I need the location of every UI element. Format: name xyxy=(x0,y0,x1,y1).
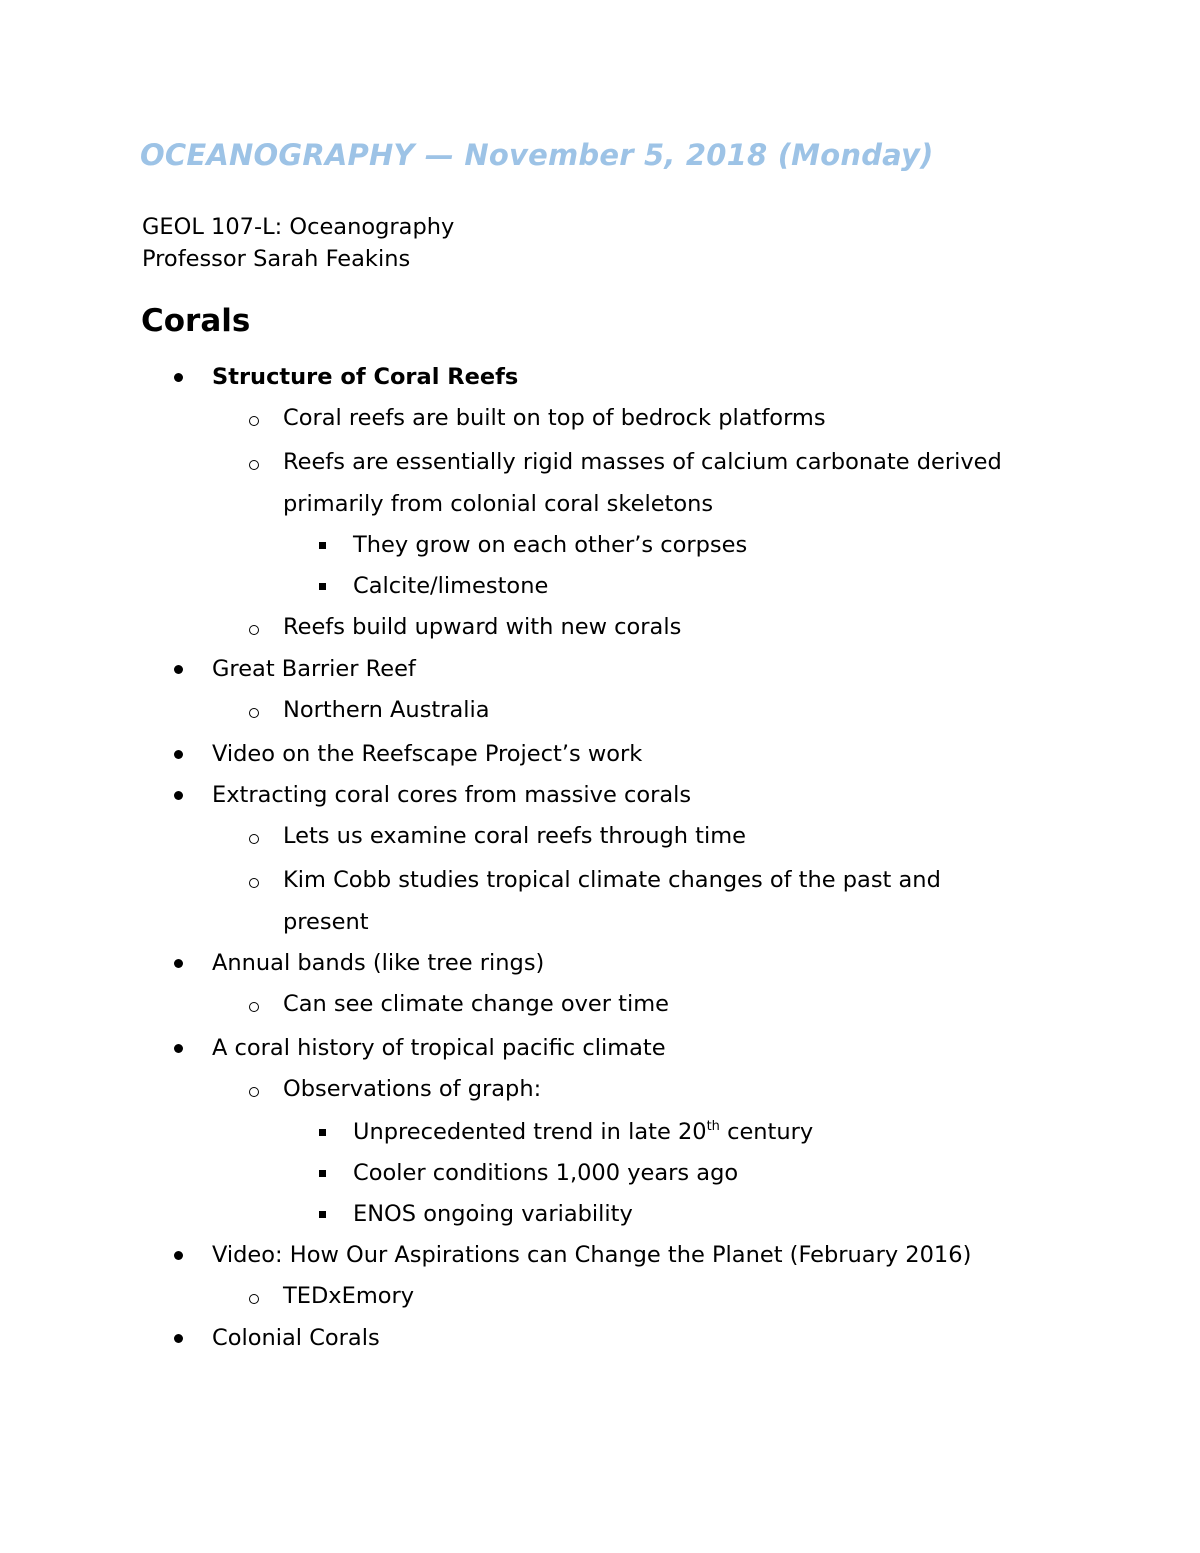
list-item xyxy=(212,1234,971,1276)
list-item-text: Video on the Reefscape Project’s work xyxy=(212,741,643,767)
bullet-square xyxy=(319,1129,326,1136)
list-item xyxy=(212,1317,380,1359)
list-item-text: Reefs build upward with new corals xyxy=(283,614,682,640)
list-item xyxy=(353,565,548,607)
bullet-disc xyxy=(174,791,183,800)
page-title: OCEANOGRAPHY — November 5, 2018 (Monday) xyxy=(140,138,934,172)
list-item-text: Kim Cobb studies tropical climate changes of the past and xyxy=(283,867,941,893)
bullet-circle xyxy=(249,878,259,888)
list-item-text: Calcite/limestone xyxy=(353,573,549,599)
list-item xyxy=(283,815,746,857)
list-item-text: They grow on each other’s corpses xyxy=(353,532,748,558)
list-item xyxy=(212,942,544,984)
list-item xyxy=(283,1275,414,1317)
list-item-continuation xyxy=(283,901,369,943)
list-item xyxy=(212,648,416,690)
list-item xyxy=(283,606,681,648)
list-item-text: Reefs are essentially rigid masses of calcium carbonate derived xyxy=(283,449,1002,475)
bullet-circle xyxy=(249,1294,259,1304)
list-item xyxy=(353,1152,738,1194)
list-item-text: Northern Australia xyxy=(283,697,490,723)
bullet-circle xyxy=(249,416,259,426)
bullet-square xyxy=(319,583,326,590)
bullet-circle xyxy=(249,1087,259,1097)
list-item-text: Can see climate change over time xyxy=(283,991,669,1017)
list-item-continuation xyxy=(283,483,713,525)
bullet-circle xyxy=(249,708,259,718)
list-item-text: Observations of graph: xyxy=(283,1076,542,1102)
list-item-text: TEDxEmory xyxy=(283,1283,415,1309)
list-item-text: Great Barrier Reef xyxy=(212,656,416,682)
list-item-text: A coral history of tropical pacific climate xyxy=(212,1035,666,1061)
list-item-text: Colonial Corals xyxy=(212,1325,380,1351)
text-segment: century xyxy=(719,1119,814,1145)
list-item xyxy=(212,733,642,775)
list-item-text: Extracting coral cores from massive corals xyxy=(212,782,692,808)
bullet-circle xyxy=(249,460,259,470)
bullet-disc xyxy=(174,1044,183,1053)
list-item xyxy=(283,983,669,1025)
bullet-square xyxy=(319,542,326,549)
list-item xyxy=(283,689,490,731)
list-item-text: Annual bands (like tree rings) xyxy=(212,950,545,976)
list-item-text: Coral reefs are built on top of bedrock platforms xyxy=(283,405,826,431)
list-item xyxy=(212,1027,666,1069)
list-item-text xyxy=(353,1119,813,1145)
list-item-text: primarily from colonial coral skeletons xyxy=(283,491,714,517)
list-item xyxy=(353,1193,633,1235)
list-item xyxy=(353,524,747,566)
bullet-circle xyxy=(249,1002,259,1012)
text-segment: Unprecedented trend in late 20 xyxy=(353,1119,707,1145)
list-item-text: present xyxy=(283,909,369,935)
list-item-text: Video: How Our Aspirations can Change the Planet (February 2016) xyxy=(212,1242,972,1268)
list-item-text: Lets us examine coral reefs through time xyxy=(283,823,746,849)
bullet-circle xyxy=(249,625,259,635)
list-item xyxy=(353,1111,813,1153)
bullet-disc xyxy=(174,959,183,968)
bullet-disc xyxy=(174,373,183,382)
list-item-text: Structure of Coral Reefs xyxy=(212,364,519,390)
course-name: GEOL 107-L: Oceanography xyxy=(142,214,455,240)
list-item-text: Cooler conditions 1,000 years ago xyxy=(353,1160,739,1186)
section-heading: Corals xyxy=(141,303,251,339)
list-item xyxy=(212,774,691,816)
superscript: th xyxy=(706,1119,720,1134)
professor-name: Professor Sarah Feakins xyxy=(142,246,411,272)
list-item xyxy=(283,1068,541,1110)
bullet-square xyxy=(319,1211,326,1218)
list-item xyxy=(212,356,518,398)
bullet-disc xyxy=(174,750,183,759)
list-item xyxy=(283,397,826,439)
course-info xyxy=(142,211,454,275)
list-item-text: ENOS ongoing variability xyxy=(353,1201,633,1227)
bullet-square xyxy=(319,1170,326,1177)
bullet-disc xyxy=(174,1251,183,1260)
bullet-circle xyxy=(249,834,259,844)
list-item xyxy=(283,859,941,901)
bullet-disc xyxy=(174,1334,183,1343)
list-item xyxy=(283,441,1002,483)
bullet-disc xyxy=(174,665,183,674)
